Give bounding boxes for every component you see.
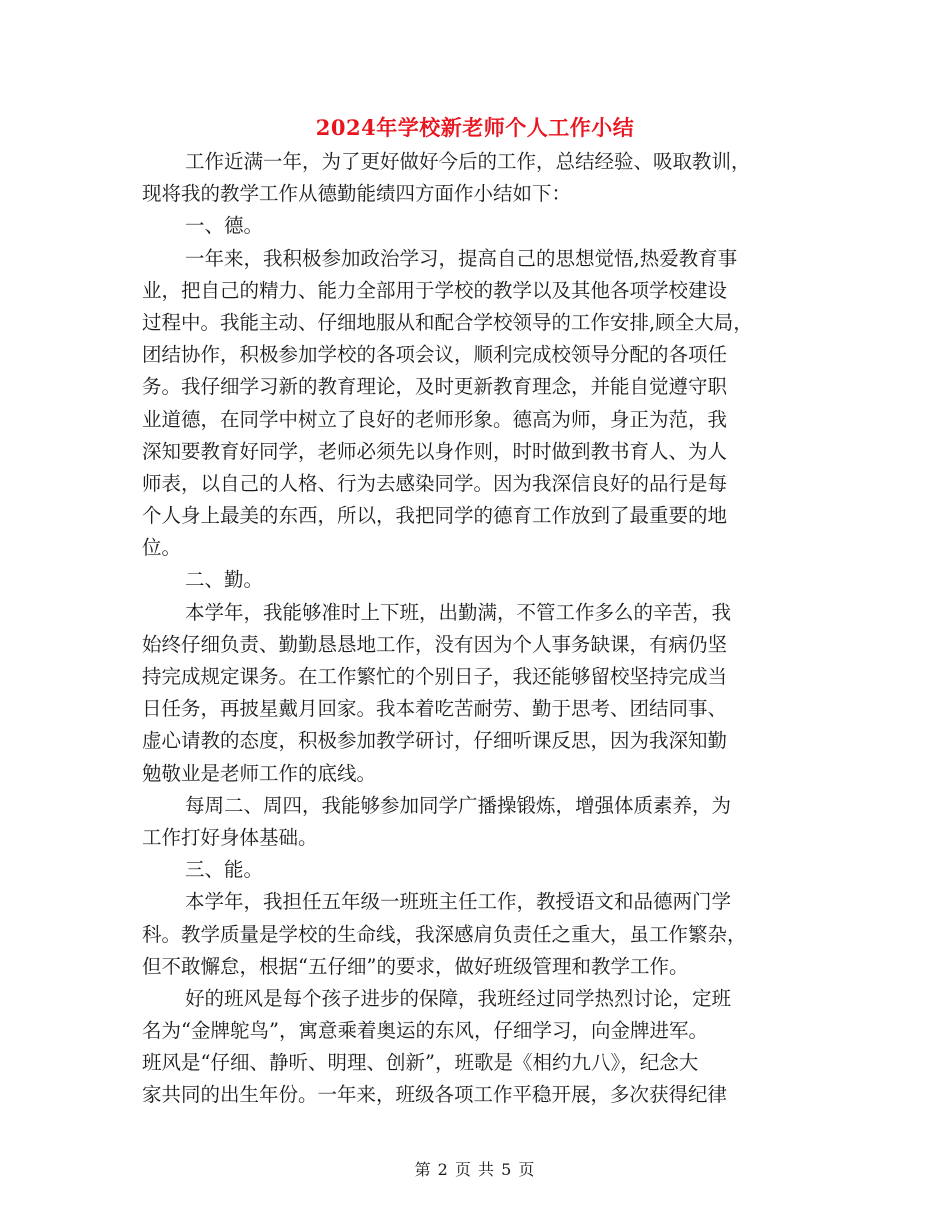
body-line: 二、勤。 [185, 568, 264, 592]
body-line: 日任务，再披星戴月回家。我本着吃苦耐劳、勤于思考、团结同事、 [142, 697, 728, 721]
body-line: 业，把自己的精力、能力全部用于学校的教学以及其他各项学校建设 [142, 278, 728, 302]
body-line: 持完成规定课务。在工作繁忙的个别日子，我还能够留校坚持完成当 [142, 665, 728, 688]
body-line: 好的班风是每个孩子进步的保障，我班经过同学热烈讨论，定班 [185, 986, 732, 1010]
body-line: 始终仔细负责、勤勤恳恳地工作，没有因为个人事务缺课，有病仍坚 [142, 632, 728, 656]
body-line: 家共同的出生年份。一年来，班级各项工作平稳开展，多次获得纪律 [142, 1083, 728, 1107]
body-line: 过程中。我能主动、仔细地服从和配合学校领导的工作安排,顾全大局， [142, 310, 753, 334]
body-line: 位。 [142, 536, 182, 560]
body-line: 深知要教育好同学，老师必须先以身作则，时时做到教书育人、为人 [142, 439, 728, 463]
body-line: 虚心请教的态度，积极参加教学研讨，仔细听课反思，因为我深知勤 [142, 729, 728, 753]
body-line: 科。教学质量是学校的生命线，我深感肩负责任之重大，虽工作繁杂， [142, 922, 747, 946]
page-number-footer: 第 2 页 共 5 页 [414, 1160, 536, 1179]
body-line: 团结协作，积极参加学校的各项会议，顺利完成校领导分配的各项任 [142, 343, 728, 367]
body-line: 三、能。 [185, 858, 264, 882]
body-line: 一、德。 [185, 214, 264, 238]
body-line: 本学年，我担任五年级一班班主任工作，教授语文和品德两门学 [185, 890, 732, 914]
body-line: 名为“金牌鸵鸟”，寓意乘着奥运的东风，仔细学习，向金牌进军。 [142, 1019, 708, 1043]
body-line: 本学年，我能够准时上下班，出勤满，不管工作多么的辛苦，我 [185, 600, 732, 624]
body-line: 现将我的教学工作从德勤能绩四方面作小结如下： [142, 182, 572, 206]
body-line: 工作打好身体基础。 [142, 825, 318, 849]
body-line: 班风是“仔细、静听、明理、创新”，班歌是《相约九八》，纪念大 [142, 1051, 699, 1075]
body-line: 工作近满一年，为了更好做好今后的工作，总结经验、吸取教训， [185, 150, 751, 173]
body-line: 业道德，在同学中树立了良好的老师形象。德高为师，身正为范，我 [142, 407, 728, 431]
document-title: 2024年学校新老师个人工作小结 [315, 115, 635, 140]
body-line: 务。我仔细学习新的教育理论，及时更新教育理念，并能自觉遵守职 [142, 375, 728, 399]
body-line: 每周二、周四，我能够参加同学广播操锻炼，增强体质素养，为 [185, 793, 732, 817]
body-line: 师表，以自己的人格、行为去感染同学。因为我深信良好的品行是每 [142, 471, 728, 495]
body-line: 一年来，我积极参加政治学习，提高自己的思想觉悟,热爱教育事 [185, 246, 738, 270]
document-body [142, 146, 812, 1112]
body-line: 勉敬业是老师工作的底线。 [142, 761, 377, 785]
body-line: 但不敢懈怠，根据“五仔细”的要求，做好班级管理和教学工作。 [142, 954, 689, 978]
body-line: 个人身上最美的东西，所以，我把同学的德育工作放到了最重要的地 [142, 504, 728, 528]
